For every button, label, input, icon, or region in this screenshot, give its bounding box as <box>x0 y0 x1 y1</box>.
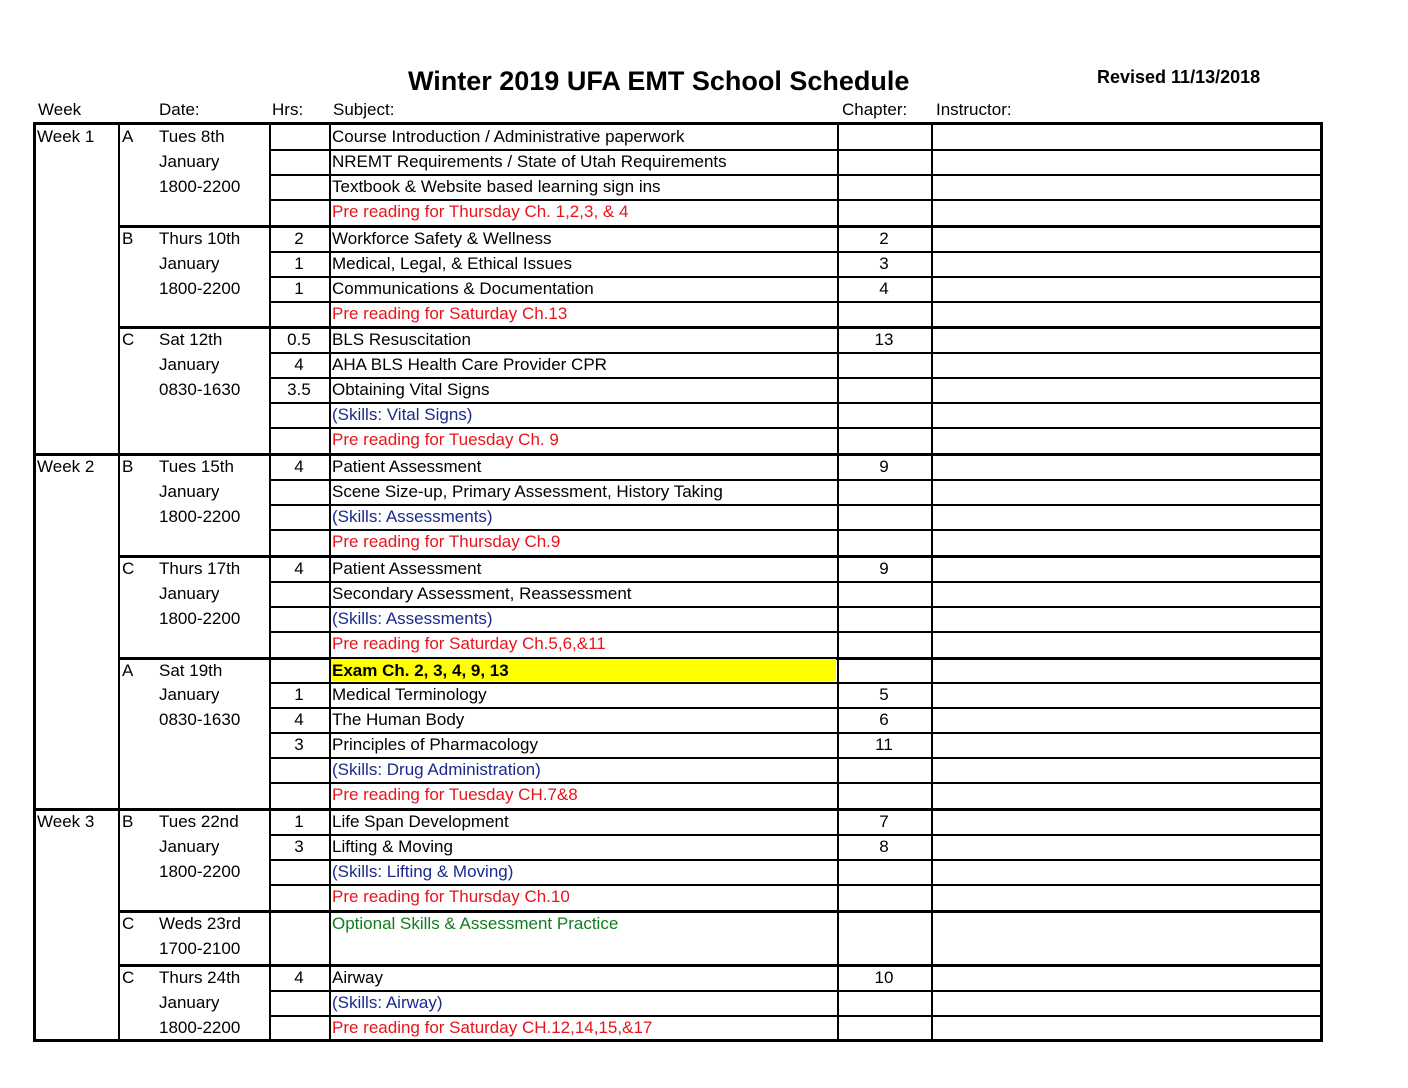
session-date: 1800-2200 <box>159 861 241 881</box>
row-subject: Patient Assessment <box>332 558 482 578</box>
row-instructor <box>931 783 1323 808</box>
table-border-bottom <box>33 1039 1323 1042</box>
row-subject: (Skills: Assessments) <box>332 506 493 526</box>
table-border-right <box>1320 122 1323 1042</box>
row-instructor <box>931 403 1323 428</box>
session-date: 1800-2200 <box>159 278 241 298</box>
row-subject: Pre reading for Thursday Ch.10 <box>332 886 570 906</box>
row-subject: Life Span Development <box>332 812 509 832</box>
session-date: Sat 19th <box>159 660 223 680</box>
header-instructor: Instructor: <box>936 100 1012 119</box>
row-instructor <box>931 328 1323 353</box>
row-hours: 3 <box>294 837 304 857</box>
session-date: 1800-2200 <box>159 1017 241 1037</box>
row-chapter: 9 <box>879 558 889 578</box>
row-instructor <box>931 835 1323 860</box>
row-subject: Communications & Documentation <box>332 278 594 298</box>
row-subject: (Skills: Lifting & Moving) <box>332 861 514 881</box>
row-instructor <box>931 683 1323 708</box>
row-subject: Lifting & Moving <box>332 837 453 857</box>
session-code: B <box>122 812 134 832</box>
row-chapter: 8 <box>879 837 889 857</box>
row-chapter: 13 <box>874 330 894 350</box>
session-code: C <box>122 558 135 578</box>
row-subject: Obtaining Vital Signs <box>332 380 490 400</box>
row-instructor <box>931 607 1323 632</box>
row-subject: Pre reading for Saturday Ch.5,6,&11 <box>332 633 606 653</box>
header-date: Date: <box>159 100 200 119</box>
row-instructor <box>931 227 1323 252</box>
row-hours: 1 <box>294 278 304 298</box>
page-title: Winter 2019 UFA EMT School Schedule <box>408 66 910 96</box>
row-instructor <box>931 708 1323 733</box>
row-subject: Medical, Legal, & Ethical Issues <box>332 253 573 273</box>
session-date: Tues 8th <box>159 127 225 146</box>
table-border-left <box>33 122 36 1042</box>
row-instructor <box>931 1016 1323 1041</box>
row-subject: Principles of Pharmacology <box>332 735 538 755</box>
session-date: Thurs 17th <box>159 558 241 578</box>
row-subject: Airway <box>332 967 384 987</box>
row-subject: Pre reading for Saturday CH.12,14,15,&17 <box>332 1017 653 1037</box>
row-subject: (Skills: Drug Administration) <box>332 760 541 780</box>
row-instructor <box>931 302 1323 327</box>
row-subject: Workforce Safety & Wellness <box>332 228 552 248</box>
session-date: 0830-1630 <box>159 380 241 400</box>
row-subject: The Human Body <box>332 710 465 730</box>
session-code: C <box>122 913 135 933</box>
row-subject: Pre reading for Saturday Ch.13 <box>332 303 568 323</box>
row-hours: 3.5 <box>287 380 311 400</box>
row-instructor <box>931 912 1323 964</box>
revised-date: Revised 11/13/2018 <box>1097 67 1261 87</box>
row-subject: AHA BLS Health Care Provider CPR <box>332 355 607 375</box>
row-hours: 4 <box>294 355 304 375</box>
column-divider <box>118 122 120 1042</box>
row-subject: NREMT Requirements / State of Utah Requirements <box>332 151 727 171</box>
row-subject: Pre reading for Thursday Ch. 1,2,3, & 4 <box>332 201 629 221</box>
session-date: Thurs 10th <box>159 228 241 248</box>
row-subject: Medical Terminology <box>332 685 487 705</box>
row-instructor <box>931 252 1323 277</box>
week-label: Week 2 <box>37 457 95 477</box>
session-date: Tues 22nd <box>159 812 239 832</box>
row-instructor <box>931 860 1323 885</box>
session-date: January <box>159 253 220 273</box>
column-divider <box>269 122 271 1042</box>
header-subject: Subject: <box>333 100 395 119</box>
row-instructor <box>931 480 1323 505</box>
session-date: Thurs 24th <box>159 967 241 987</box>
session-date: January <box>159 151 220 171</box>
row-instructor <box>931 810 1323 835</box>
row-subject: (Skills: Vital Signs) <box>332 405 473 425</box>
row-chapter: 10 <box>874 967 894 987</box>
row-subject: Pre reading for Tuesday CH.7&8 <box>332 785 578 805</box>
week-label: Week 3 <box>37 812 95 832</box>
row-instructor <box>931 632 1323 657</box>
row-hours: 4 <box>294 967 304 987</box>
row-instructor <box>931 966 1323 991</box>
row-subject: (Skills: Airway) <box>332 992 443 1012</box>
row-hours: 4 <box>294 558 304 578</box>
row-subject: Scene Size-up, Primary Assessment, History Taking <box>332 482 723 502</box>
row-subject: (Skills: Assessments) <box>332 608 493 628</box>
column-divider <box>329 122 331 1042</box>
session-code: C <box>122 330 135 350</box>
session-date: January <box>159 992 220 1012</box>
row-chapter: 4 <box>879 278 889 298</box>
row-subject: Optional Skills & Assessment Practice <box>332 913 619 933</box>
column-divider <box>931 122 933 1042</box>
row-hours: 1 <box>294 253 304 273</box>
row-chapter: 9 <box>879 457 889 477</box>
header-week: Week <box>38 100 82 119</box>
row-subject: Exam Ch. 2, 3, 4, 9, 13 <box>332 660 509 680</box>
row-chapter: 2 <box>879 228 889 248</box>
row-chapter: 3 <box>879 253 889 273</box>
row-instructor <box>931 175 1323 200</box>
row-instructor <box>931 557 1323 582</box>
table-border-top <box>33 122 1323 125</box>
row-subject: Pre reading for Tuesday Ch. 9 <box>332 430 559 450</box>
session-date: 1800-2200 <box>159 506 241 526</box>
row-instructor <box>931 125 1323 150</box>
header-hrs: Hrs: <box>272 100 304 119</box>
week-label: Week 1 <box>37 127 95 146</box>
session-date: 0830-1630 <box>159 710 241 730</box>
session-code: A <box>122 660 134 680</box>
row-hours: 1 <box>294 812 304 832</box>
row-subject: Pre reading for Thursday Ch.9 <box>332 531 561 551</box>
row-instructor <box>931 378 1323 403</box>
row-subject: Textbook & Website based learning sign ins <box>332 176 661 196</box>
row-chapter: 11 <box>875 735 893 755</box>
row-instructor <box>931 277 1323 302</box>
row-instructor <box>931 505 1323 530</box>
row-instructor <box>931 733 1323 758</box>
row-subject: Patient Assessment <box>332 457 482 477</box>
row-chapter: 7 <box>879 812 889 832</box>
session-date: 1800-2200 <box>159 176 241 196</box>
row-instructor <box>931 758 1323 783</box>
row-instructor <box>931 455 1323 480</box>
row-instructor <box>931 582 1323 607</box>
row-chapter: 5 <box>879 685 889 705</box>
row-hours: 4 <box>294 457 304 477</box>
row-subject: BLS Resuscitation <box>332 330 471 350</box>
row-hours: 4 <box>294 710 304 730</box>
row-subject: Secondary Assessment, Reassessment <box>332 583 632 603</box>
session-date: January <box>159 685 220 705</box>
session-date: 1700-2100 <box>159 938 241 958</box>
schedule-table <box>33 122 1323 1042</box>
row-instructor <box>931 530 1323 555</box>
row-instructor <box>931 353 1323 378</box>
row-instructor <box>931 200 1323 225</box>
row-hours: 0.5 <box>287 330 311 350</box>
column-divider <box>837 122 839 1042</box>
row-instructor <box>931 991 1323 1016</box>
session-code: B <box>122 457 134 477</box>
session-date: 1800-2200 <box>159 608 241 628</box>
row-hours: 1 <box>294 685 304 705</box>
header-chapter: Chapter: <box>842 100 908 119</box>
session-date: January <box>159 837 220 857</box>
row-hours: 2 <box>294 228 304 248</box>
row-hours: 3 <box>294 735 304 755</box>
session-date: Sat 12th <box>159 330 223 350</box>
session-code: B <box>122 228 134 248</box>
session-date: January <box>159 482 220 502</box>
session-code: C <box>122 967 135 987</box>
row-instructor <box>931 150 1323 175</box>
session-date: Tues 15th <box>159 457 234 477</box>
row-instructor <box>931 885 1323 910</box>
row-instructor <box>931 659 1323 684</box>
row-instructor <box>931 428 1323 453</box>
session-date: Weds 23rd <box>159 913 241 933</box>
session-date: January <box>159 355 220 375</box>
row-subject: Course Introduction / Administrative paperwork <box>332 127 685 146</box>
row-chapter: 6 <box>879 710 889 730</box>
session-date: January <box>159 583 220 603</box>
session-code: A <box>122 127 134 146</box>
